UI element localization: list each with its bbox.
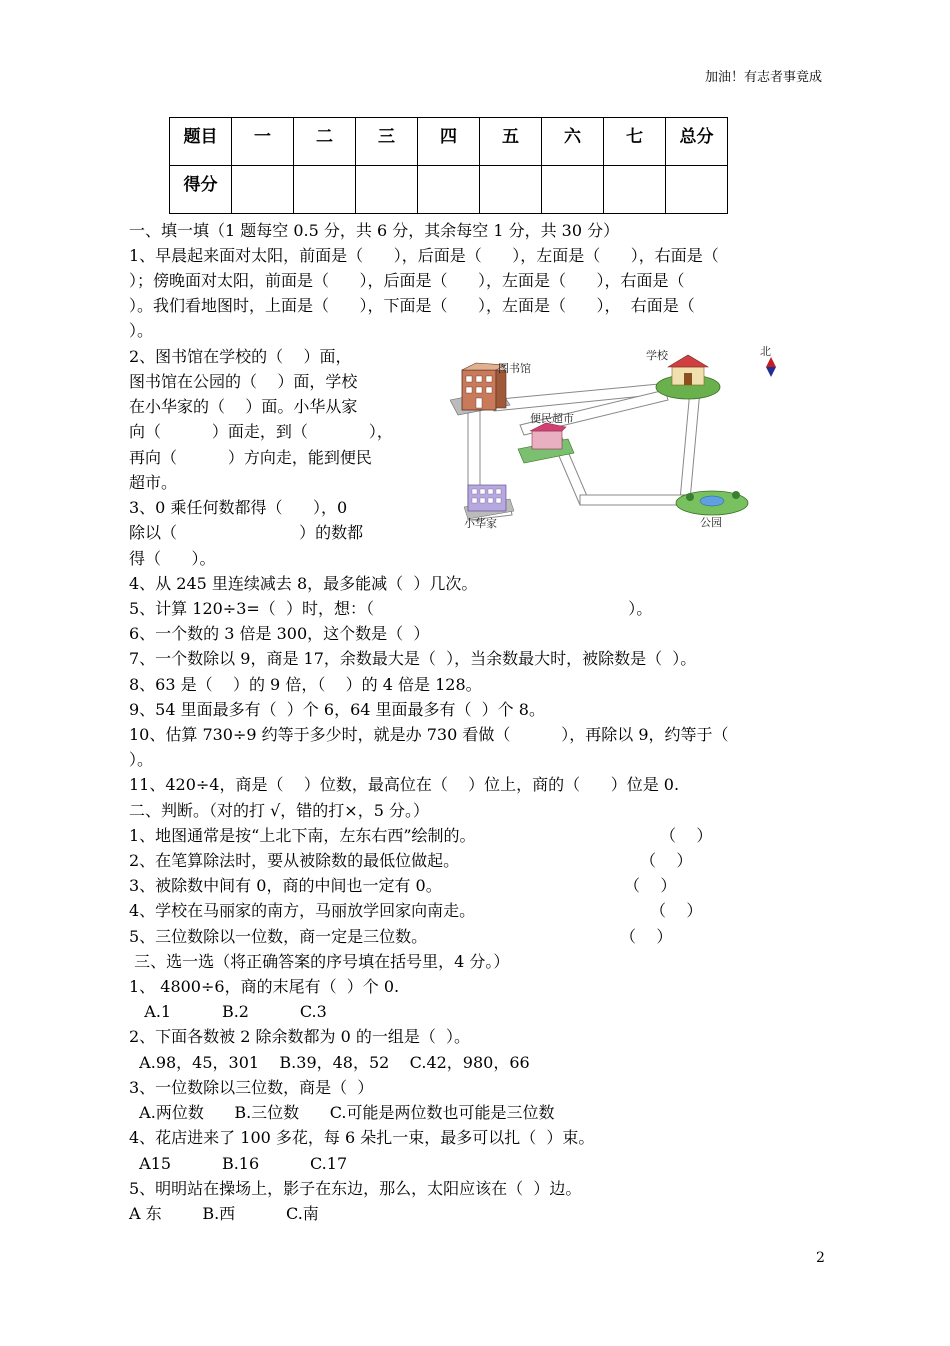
page-number: 2 — [816, 1250, 825, 1266]
question-line: 11、420÷4，商是（ ）位数，最高位在（ ）位上，商的（ ）位是 0. — [129, 775, 680, 794]
map-label-supermarket: 便民超市 — [530, 413, 574, 425]
judge-item: 3、被除数中间有 0，商的中间也一定有 0。 — [129, 876, 442, 895]
judge-item: 1、地图通常是按“上北下南，左东右西”绘制的。 — [129, 826, 476, 845]
question-line: 7、一个数除以 9，商是 17，余数最大是（ ），当余数最大时，被除数是（ ）。 — [129, 649, 697, 668]
score-input-cell[interactable] — [356, 166, 418, 214]
choice-question: 5、明明站在操场上，影子在东边，那么，太阳应该在（ ）边。 — [129, 1179, 582, 1198]
score-input-cell[interactable] — [232, 166, 294, 214]
judge-answer-paren[interactable]: （ ） — [660, 826, 713, 845]
town-map — [450, 345, 790, 535]
map-label-north: 北 — [760, 346, 771, 358]
score-header-cell: 总分 — [666, 118, 728, 166]
judge-item: 5、三位数除以一位数，商一定是三位数。 — [129, 927, 428, 946]
choice-options: A15 B.16 C.17 — [129, 1154, 348, 1173]
judge-answer-paren[interactable]: （ ） — [624, 876, 677, 895]
score-input-cell[interactable] — [542, 166, 604, 214]
question-line: 9、54 里面最多有（ ）个 6，64 里面最多有（ ）个 8。 — [129, 700, 545, 719]
judge-answer-paren[interactable]: （ ） — [650, 901, 703, 920]
question-line: 1、早晨起来面对太阳，前面是（ ），后面是（ ），左面是（ ），右面是（ — [129, 246, 719, 265]
score-input-cell[interactable] — [294, 166, 356, 214]
question-line: 6、一个数的 3 倍是 300，这个数是（ ） — [129, 624, 430, 643]
question-line: 在小华家的（ ）面。小华从家 — [129, 397, 358, 416]
section-3-title: 三、选一选（将正确答案的序号填在括号里，4 分。） — [129, 952, 510, 971]
score-input-cell[interactable] — [604, 166, 666, 214]
score-input-cell[interactable] — [418, 166, 480, 214]
question-line: 5、计算 120÷3=（ ）时，想：（ ）。 — [129, 599, 653, 618]
question-line: 超市。 — [129, 473, 178, 492]
section-2-title: 二、判断。（对的打 √，错的打×，5 分。） — [129, 801, 429, 820]
choice-options: A.1 B.2 C.3 — [129, 1002, 327, 1021]
score-header-cell: 七 — [604, 118, 666, 166]
score-header-cell: 三 — [356, 118, 418, 166]
score-header-cell: 五 — [480, 118, 542, 166]
question-line: ）。 — [129, 750, 154, 769]
score-table-score-row — [170, 166, 728, 214]
question-line: 向（ ）面走，到（ ）， — [129, 422, 393, 441]
choice-question: 2、下面各数被 2 除余数都为 0 的一组是（ ）。 — [129, 1027, 471, 1046]
question-line: ）。我们看地图时，上面是（ ），下面是（ ），左面是（ ）， 右面是（ — [129, 296, 695, 315]
choice-question: 1、 4800÷6，商的末尾有（ ）个 0. — [129, 977, 400, 996]
score-table-header-row — [170, 118, 728, 166]
judge-item: 4、学校在马丽家的南方，马丽放学回家向南走。 — [129, 901, 476, 920]
choice-options: A 东 B.西 C.南 — [129, 1204, 319, 1223]
question-line: 除以（ ）的数都 — [129, 523, 364, 542]
score-table — [169, 117, 728, 214]
map-label-library: 图书馆 — [498, 363, 531, 375]
choice-options: A.两位数 B.三位数 C.可能是两位数也可能是三位数 — [129, 1103, 555, 1122]
question-line: ）；傍晚面对太阳，前面是（ ），后面是（ ），左面是（ ），右面是（ — [129, 271, 685, 290]
question-line: 图书馆在公园的（ ）面，学校 — [129, 372, 358, 391]
judge-item: 2、在笔算除法时，要从被除数的最低位做起。 — [129, 851, 460, 870]
question-line: 4、从 245 里连续减去 8，最多能减（ ）几次。 — [129, 574, 478, 593]
section-1-title: 一、填一填（1 题每空 0.5 分，共 6 分，其余每空 1 分，共 30 分） — [129, 221, 620, 240]
judge-answer-paren[interactable]: （ ） — [640, 851, 693, 870]
header-motto: 加油！有志者事竟成 — [704, 70, 822, 85]
choice-question: 4、花店进来了 100 多花，每 6 朵扎一束，最多可以扎（ ）束。 — [129, 1128, 595, 1147]
question-line: 3、0 乘任何数都得（ ），0 — [129, 498, 348, 517]
choice-question: 3、一位数除以三位数，商是（ ） — [129, 1078, 374, 1097]
park-area — [676, 491, 748, 515]
score-header-cell: 二 — [294, 118, 356, 166]
choice-options: A.98，45，301 B.39，48，52 C.42，980，66 — [129, 1053, 530, 1072]
score-header-cell: 一 — [232, 118, 294, 166]
score-row-label: 得分 — [170, 166, 232, 214]
north-arrow-icon — [766, 357, 776, 377]
map-label-park: 公园 — [700, 517, 722, 529]
score-input-cell[interactable] — [480, 166, 542, 214]
score-header-cell: 四 — [418, 118, 480, 166]
score-header-cell: 六 — [542, 118, 604, 166]
map-label-school: 学校 — [646, 350, 668, 362]
score-input-cell[interactable] — [666, 166, 728, 214]
map-label-xiaohua-home: 小华家 — [464, 518, 497, 530]
question-line: 得（ ）。 — [129, 549, 216, 568]
question-line: 2、图书馆在学校的（ ）面， — [129, 347, 352, 366]
question-line: 再向（ ）方向走，能到便民 — [129, 448, 372, 467]
question-line: 10、估算 730÷9 约等于多少时，就是办 730 看做（ ），再除以 9，约等于（ — [129, 725, 729, 744]
question-line: 8、63 是（ ）的 9 倍，（ ）的 4 倍是 128。 — [129, 675, 482, 694]
judge-answer-paren[interactable]: （ ） — [620, 927, 673, 946]
question-line: ）。 — [129, 321, 154, 340]
score-header-cell: 题目 — [170, 118, 232, 166]
